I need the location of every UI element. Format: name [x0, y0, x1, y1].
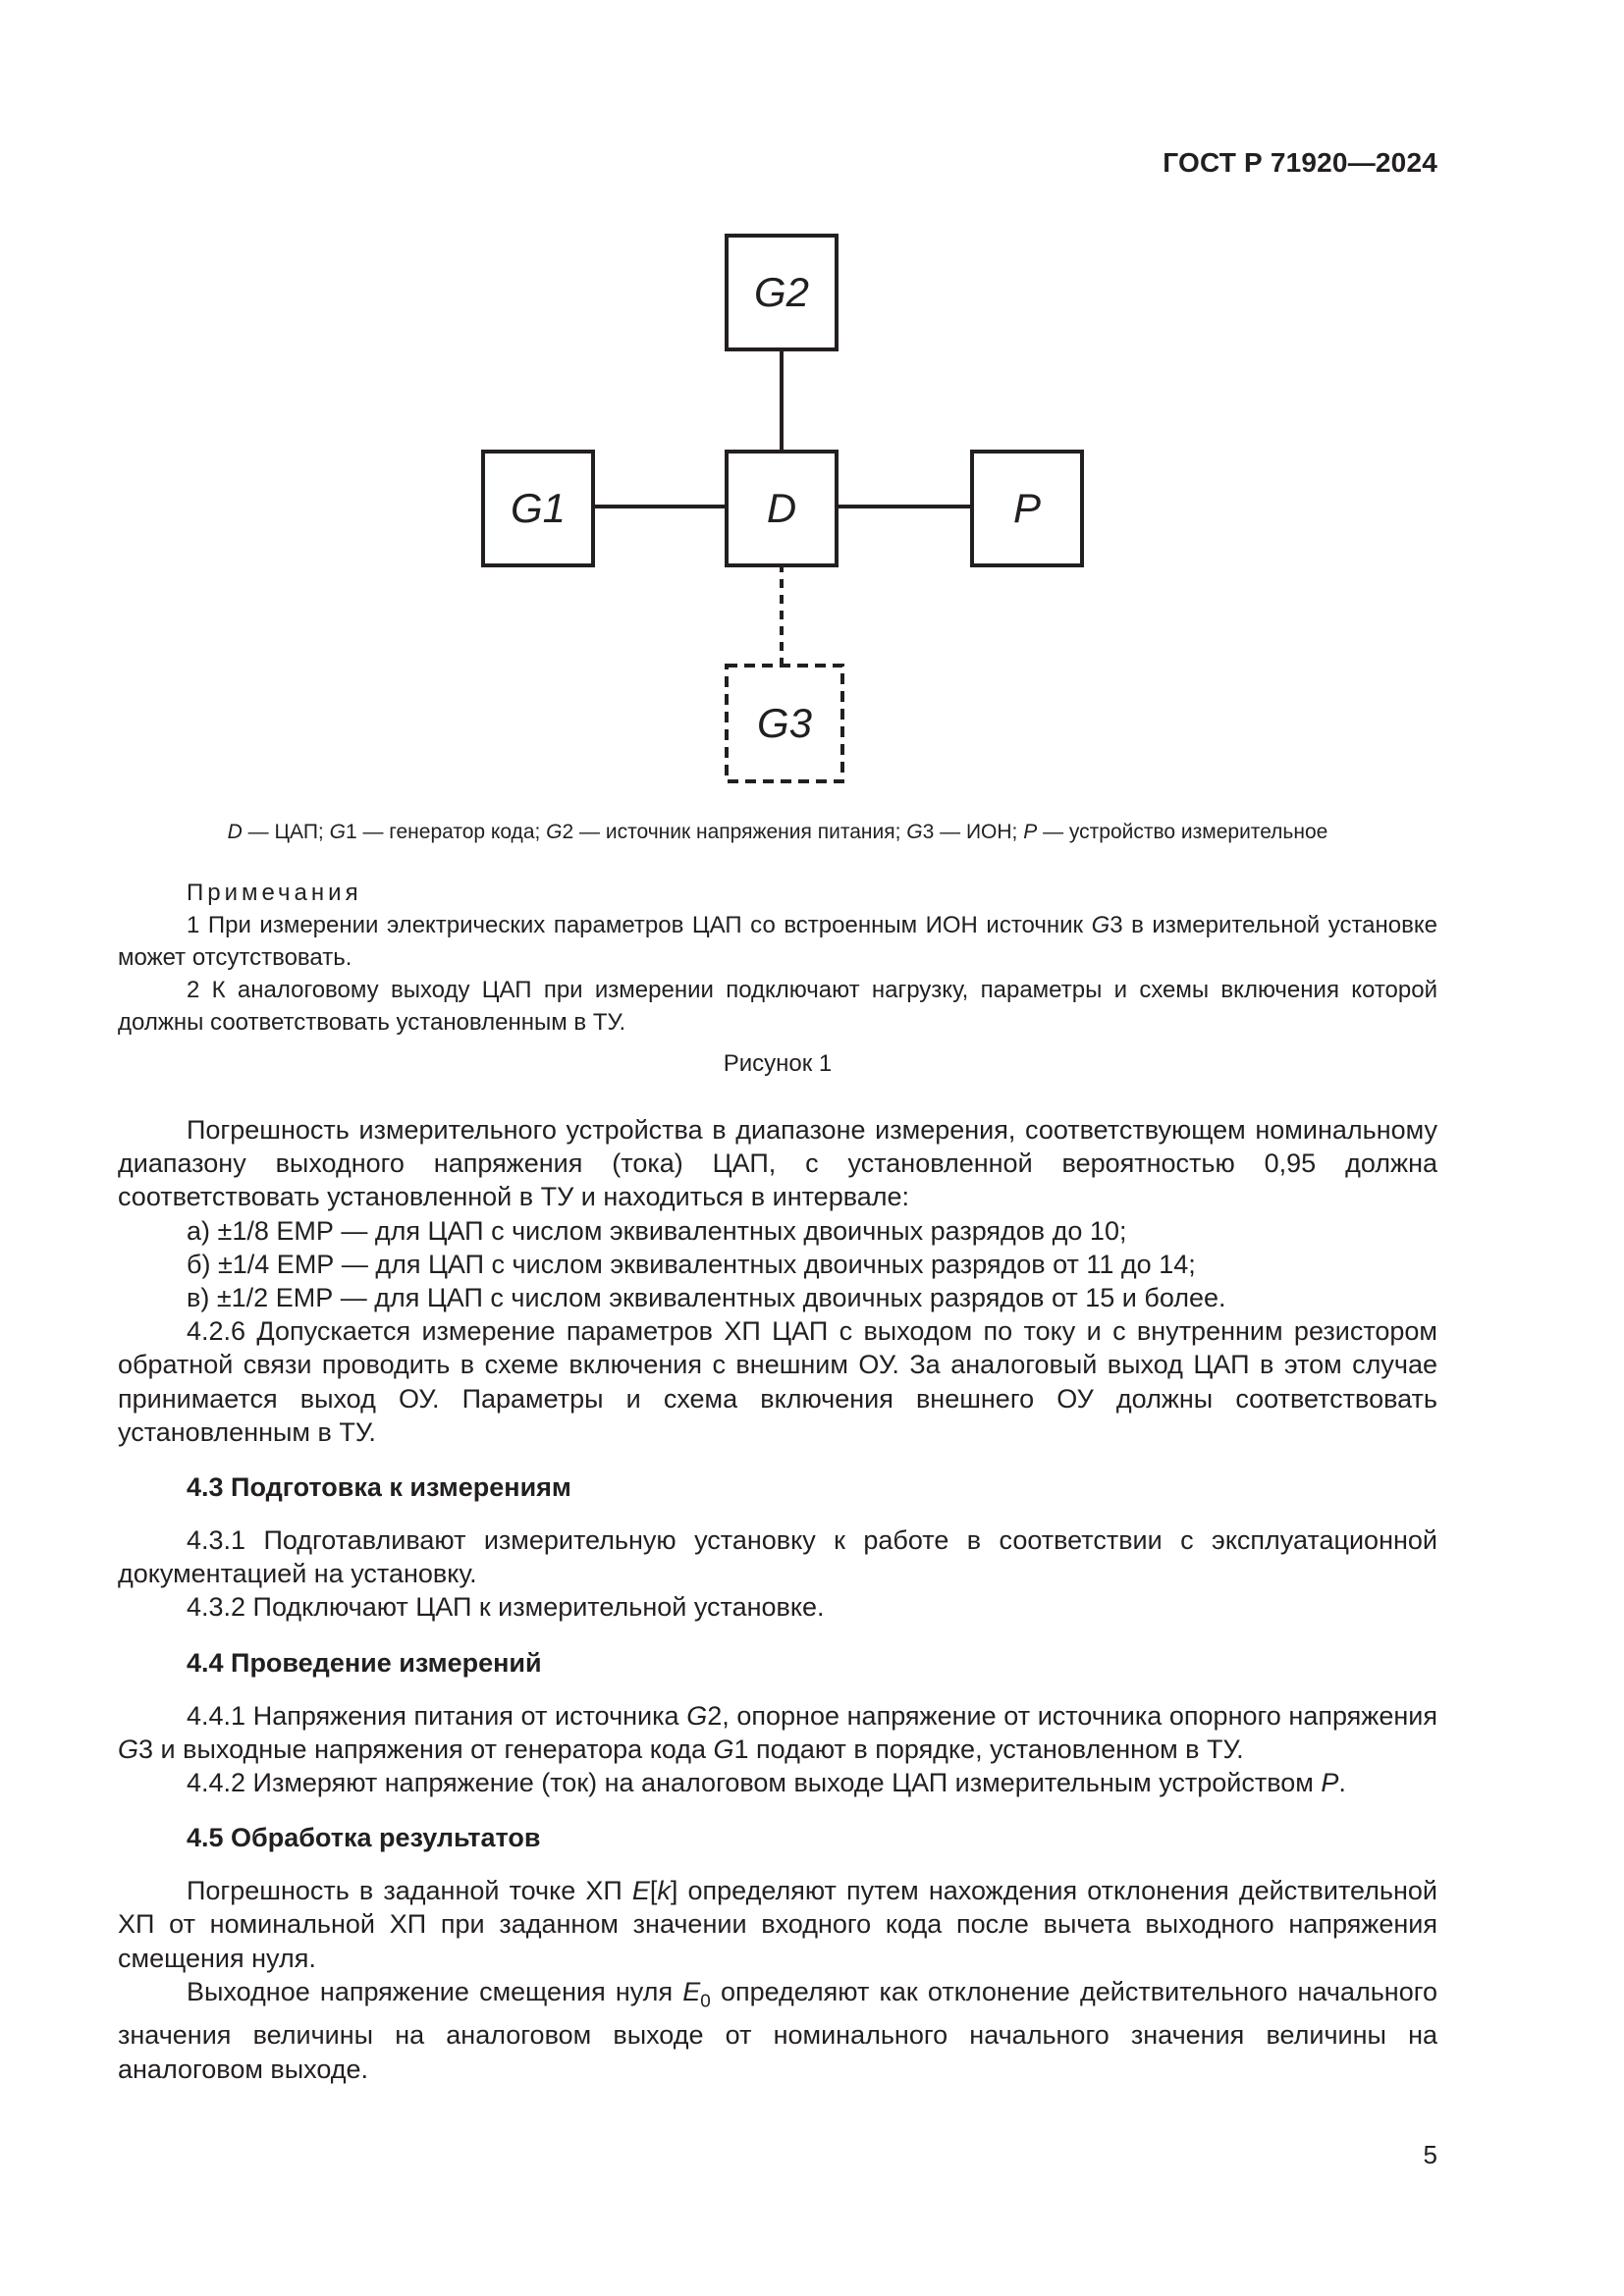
paragraph — [118, 1975, 1437, 2086]
block-d-label: D — [766, 485, 797, 531]
text-run: [ — [649, 1876, 658, 1906]
section-heading — [187, 1821, 1437, 1854]
text-run: в) ±1/2 ЕМР — для ЦАП с числом эквивалентных двоичных разрядов от 15 и более. — [187, 1283, 1226, 1313]
text-run: E — [631, 1876, 650, 1906]
legend-symbol: D — [227, 821, 243, 843]
paragraph — [118, 1113, 1437, 1214]
document-number: ГОСТ Р 71920—2024 — [1163, 147, 1437, 178]
text-run: б) ±1/4 ЕМР — для ЦАП с числом эквивалентных двоичных разрядов от 11 до 14; — [187, 1249, 1196, 1279]
text-run: k — [657, 1876, 671, 1906]
paragraph — [118, 1314, 1437, 1449]
text-run: Погрешность в заданной точке ХП — [187, 1876, 632, 1906]
text-run: определяют как отклонение действительного начального значения величины на аналоговом выходе от номинального начального значения величины на аналоговом выходе. — [118, 1976, 1437, 2084]
legend-item — [906, 821, 1023, 843]
text-run: а) ±1/8 ЕМР — для ЦАП с числом эквивалентных двоичных разрядов до 10; — [187, 1215, 1127, 1246]
page-number: 5 — [1423, 2140, 1437, 2169]
text-run: 4.4.2 Измеряют напряжение (ток) на аналоговом выходе ЦАП измерительным устройством — [187, 1768, 1322, 1798]
notes-title: Примечания — [187, 880, 362, 906]
text-run: P — [1321, 1768, 1339, 1798]
text-run: G — [686, 1700, 708, 1731]
paragraph — [118, 1766, 1437, 1799]
notes-list — [118, 909, 1437, 1039]
text-run: G — [118, 1734, 139, 1764]
legend-symbol: G — [546, 821, 563, 843]
text-run: Погрешность измерительного устройства в диапазоне измерения, соответствующем номинальному диапазону выходного напряжения (тока) ЦАП, с установленной вероятностью 0,95 должна соответствовать установленной в ТУ и находиться в интервале: — [118, 1115, 1437, 1212]
figure-caption: Рисунок 1 — [723, 1050, 833, 1077]
legend-symbol-index: 1 — [345, 821, 357, 843]
legend-symbol: G — [329, 821, 346, 843]
text-run: G — [713, 1734, 734, 1764]
body-text — [118, 1113, 1437, 2086]
text-run: 4.5 Обработка результатов — [187, 1823, 541, 1853]
block-g2-label: G2 — [753, 269, 810, 315]
text-run: 1 При измерении электрических параметров ЦАП со встроенным ИОН источник — [187, 912, 1092, 938]
figure-notes — [118, 877, 1437, 1039]
legend-text: — ЦАП; — [242, 821, 330, 843]
list-item — [118, 1281, 1437, 1314]
legend-symbol-index: 2 — [562, 821, 574, 843]
list-item — [118, 1248, 1437, 1281]
legend-text: — источник напряжения питания; — [573, 821, 907, 843]
figure-legend — [118, 821, 1437, 844]
block-diagram — [0, 0, 1624, 815]
list-item — [118, 1214, 1437, 1248]
paragraph — [118, 1874, 1437, 1975]
note-item — [118, 974, 1437, 1039]
text-run: Выходное напряжение смещения нуля — [187, 1976, 683, 2006]
legend-item — [228, 821, 330, 843]
legend-item — [330, 821, 547, 843]
paragraph — [118, 1523, 1437, 1590]
block-p-label: P — [1012, 485, 1042, 531]
legend-symbol: P — [1023, 821, 1038, 843]
paragraph — [118, 1590, 1437, 1624]
text-run: 4.4 Проведение измерений — [187, 1647, 542, 1678]
text-run: ] определяют путем нахождения отклонения действительной ХП от номинальной ХП при заданном значении входного кода после вычета выходного напряжения смещения нуля. — [118, 1876, 1437, 1973]
text-run: 4.3.1 Подготавливают измерительную установку к работе в соответствии с эксплуатационной документацией на установку. — [118, 1525, 1437, 1589]
text-run: . — [1338, 1768, 1346, 1798]
text-run: 0 — [700, 1991, 711, 2012]
section-heading — [187, 1646, 1437, 1680]
text-run: 4.4.1 Напряжения питания от источника — [187, 1700, 687, 1731]
text-run: 3 и выходные напряжения от генератора кода — [138, 1734, 714, 1764]
paragraph — [118, 1699, 1437, 1766]
text-run: 2, опорное напряжение от источника опорного напряжения — [707, 1700, 1437, 1731]
block-g1-label: G1 — [510, 485, 567, 531]
text-run: 3 в измерительной установке может отсутствовать. — [118, 912, 1437, 971]
legend-text: — устройство измерительное — [1037, 821, 1328, 843]
block-g3-label: G3 — [756, 700, 813, 746]
note-item — [118, 909, 1437, 974]
legend-symbol: G — [906, 821, 923, 843]
section-heading — [187, 1470, 1437, 1504]
legend-item — [546, 821, 906, 843]
text-run: 4.2.6 Допускается измерение параметров ХП ЦАП с выходом по току и с внутренним резистором обратной связи проводить в схеме включения с внешним ОУ. За аналоговый выход ЦАП в этом случае принимается выход ОУ. Параметры и схема включения внешнего ОУ должны соответствовать установленным в ТУ. — [118, 1316, 1437, 1447]
text-run: 4.3.2 Подключают ЦАП к измерительной установке. — [187, 1592, 825, 1623]
legend-symbol-index: 3 — [922, 821, 935, 843]
legend-text: — ИОН; — [934, 821, 1024, 843]
text-run: G — [1091, 912, 1110, 938]
legend-item — [1023, 821, 1327, 843]
text-run: 4.3 Подготовка к измерениям — [187, 1472, 571, 1503]
text-run: 2 К аналоговому выходу ЦАП при измерении подключают нагрузку, параметры и схемы включения которой должны соответствовать установленным в ТУ. — [118, 977, 1437, 1036]
legend-text: — генератор кода; — [356, 821, 547, 843]
text-run: 1 подают в порядке, установленном в ТУ. — [733, 1734, 1244, 1764]
text-run: E — [682, 1976, 701, 2006]
